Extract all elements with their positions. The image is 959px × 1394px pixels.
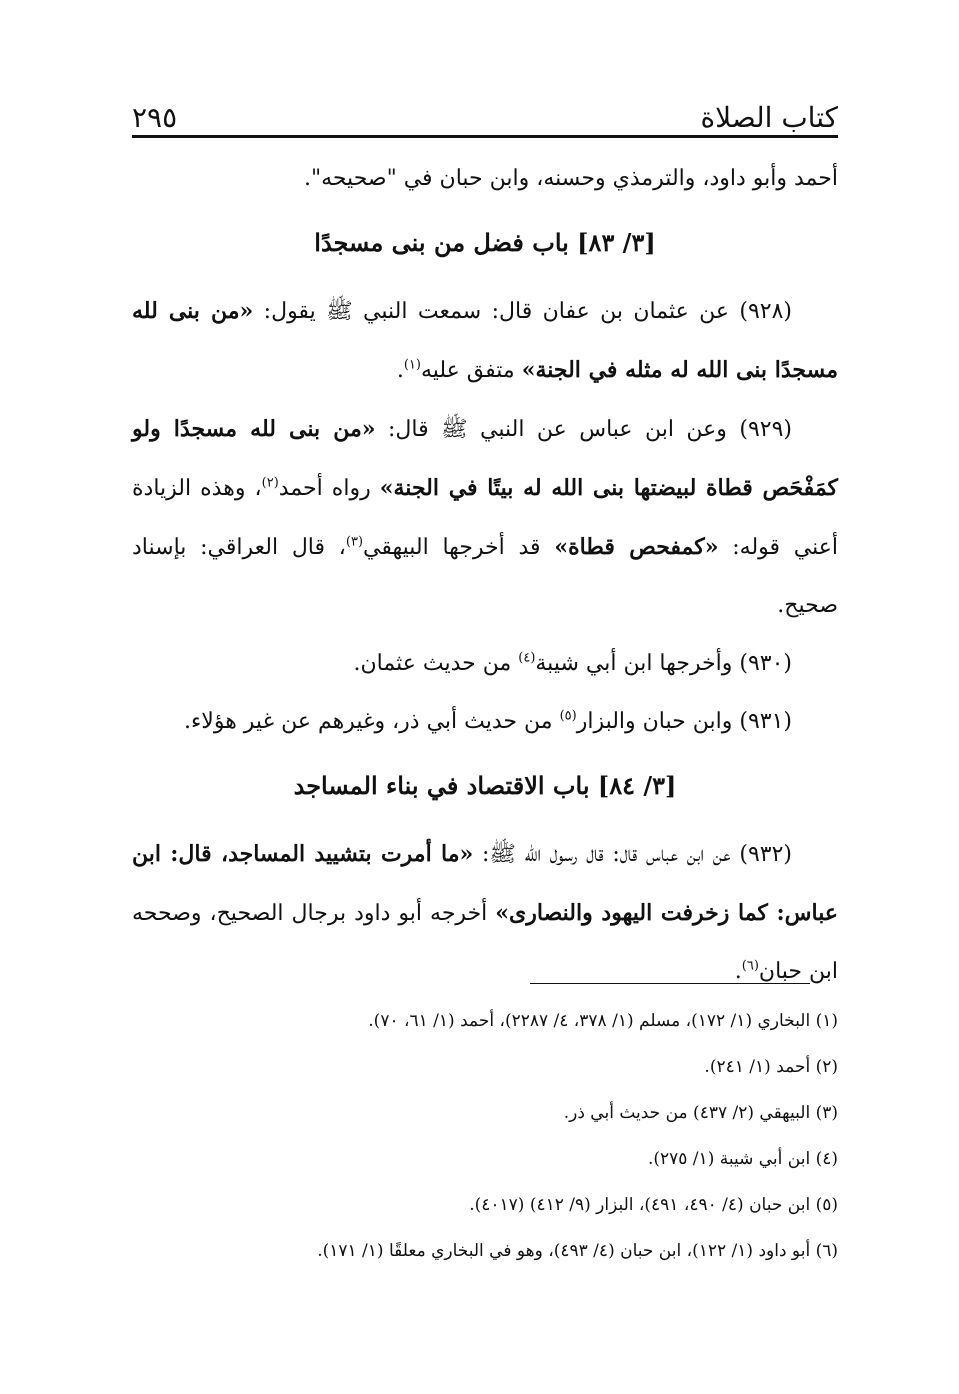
hadith-text: ، وهذه الزيادة أعني قوله: <box>132 476 838 560</box>
footnote-ref: (١) <box>403 357 421 373</box>
footnote: (٤) ابن أبي شيبة (١/ ٢٧٥). <box>647 1149 838 1169</box>
hadith-quote: «ما أمرت بتشييد المساجد، قال: ابن عباس: كما زخرفت اليهود والنصارى» <box>132 841 839 926</box>
hadith-source: أخرجه أبو داود برجال الصحيح، وصححه ابن حبان <box>132 901 838 984</box>
hadith-text: عن ابن عباس قال: قال رسول الله ﷺ: <box>481 842 731 867</box>
footnote-ref: (٢) <box>261 475 279 491</box>
footnote: (٣) البيهقي (٢/ ٤٣٧) من حديث أبي ذر. <box>563 1103 838 1123</box>
footnote-ref: (٣) <box>345 534 364 550</box>
chapter-heading: [٣/ ٨٤] باب الاقتصاد في بناء المساجد <box>293 771 677 800</box>
footnote: (١) البخاري (١/ ١٧٢)، مسلم (١/ ٣٧٨، ٤/ ٢٢٨٧)، أحمد (١/ ٦١، ٧٠). <box>368 1011 838 1031</box>
footnote: (٢) أحمد (١/ ٢٤١). <box>704 1057 838 1077</box>
hadith-text: من حديث أبي ذر، وغيرهم عن غير هؤلاء. <box>183 709 553 734</box>
footnote-ref: (٥) <box>559 708 577 724</box>
hadith-number: (٩٣١) <box>739 709 792 734</box>
hadith-quote: «من بنى لله مسجدًا بنى الله له مثله في الجنة» <box>132 298 838 383</box>
footnote-separator <box>530 983 810 984</box>
hadith-quote: «كمفحص قطاة» <box>554 534 719 560</box>
hadith-931 <box>132 693 838 751</box>
hadith-929 <box>132 400 838 635</box>
footnotes <box>132 998 838 1274</box>
hadith-number: (٩٢٨) <box>739 299 793 324</box>
footnote: (٥) ابن حبان (٤/ ٤٩٠، ٤٩١)، البزار (٩/ ٤١٢) (٤٠١٧). <box>469 1195 838 1215</box>
hadith-quote: «من بنى لله مسجدًا ولو كمَفْحَص قطاة لبيضتها بنى الله له بيتًا في الجنة» <box>132 416 839 501</box>
hadith-text: من حديث عثمان. <box>353 651 512 676</box>
hadith-number: (٩٢٩) <box>739 417 792 442</box>
hadith-text: وعن ابن عباس عن النبي ﷺ قال: <box>387 417 727 442</box>
hadith-text: عن عثمان بن عفان قال: سمعت النبي ﷺ يقول: <box>263 299 729 324</box>
running-header <box>132 88 838 134</box>
hadith-text: قد أخرجها البيهقي <box>363 535 541 560</box>
hadith-928: (٩٢٨) عن عثمان بن عفان قال: سمعت النبي ﷺ يقول: «من بنى لله مسجدًا بنى الله له مثله في الجنة» متفق عليه$^{(١)}$. <box>132 298 838 383</box>
hadith-text: ، قال العراقي: بإسناد صحيح. <box>132 535 838 618</box>
hadith-text: وأخرجها ابن أبي شيبة <box>535 651 733 676</box>
continuation-paragraph: أحمد وأبو داود، والترمذي وحسنه، وابن حبان في "صحيحه". <box>303 166 838 191</box>
hadith-source: متفق عليه <box>420 358 515 383</box>
book-title: كتاب الصلاة <box>700 101 838 134</box>
hadith-number: (٩٣٠) <box>739 651 792 676</box>
footnote-ref: (٤) <box>518 650 536 666</box>
main-text <box>132 150 838 1001</box>
hadith-text: وابن حبان والبزار <box>576 709 733 734</box>
footnote-ref: (٦) <box>741 958 759 974</box>
header-rule <box>132 135 838 138</box>
footnote: (٦) أبو داود (١/ ١٢٢)، ابن حبان (٤/ ٤٩٣)، وهو في البخاري معلقًا (١/ ١٧١). <box>317 1241 838 1261</box>
hadith-932: (٩٣٢) عن ابن عباس قال: قال رسول الله ﷺ: «ما أمرت بتشييد المساجد، قال: ابن عباس: كما زخرفت اليهود والنصارى» أخرجه أبو داود برجال الصحيح، وصححه ابن حبان$^{(٦)}$. <box>132 841 839 984</box>
hadith-930 <box>132 635 838 693</box>
hadith-number: (٩٣٢) <box>739 842 792 867</box>
hadith-source: رواه أحمد <box>278 476 371 501</box>
chapter-heading: [٣/ ٨٣] باب فضل من بنى مسجدًا <box>314 228 656 257</box>
page-number: ٢٩٥ <box>132 101 178 134</box>
